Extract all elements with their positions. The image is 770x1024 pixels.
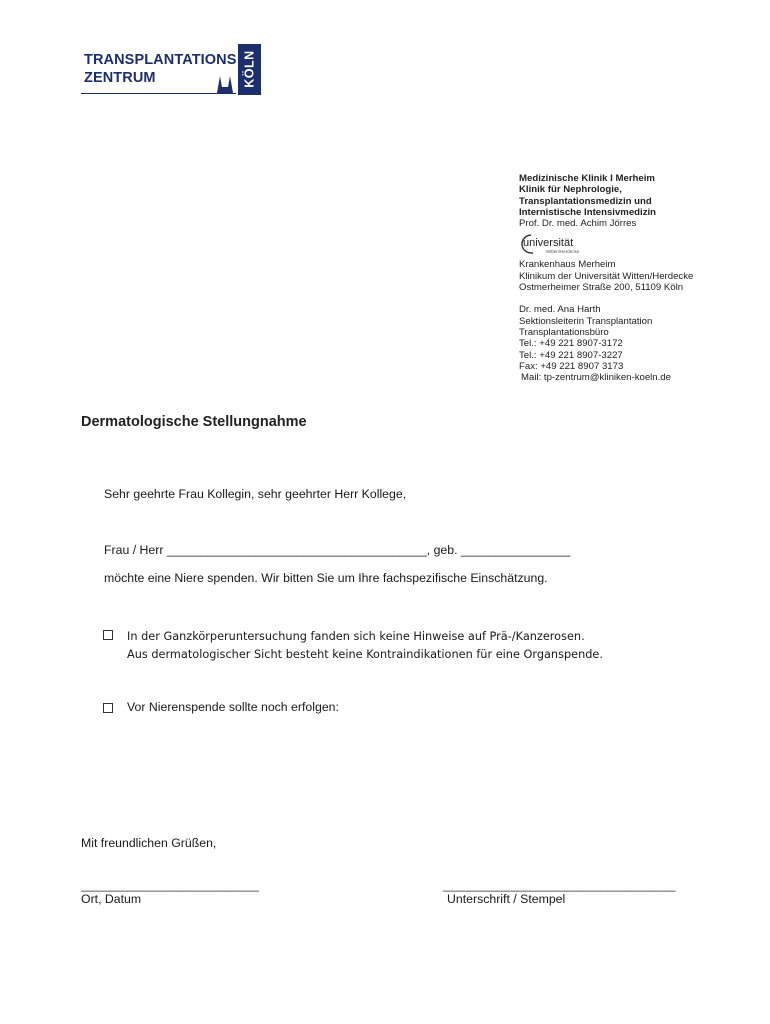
fax: Fax: +49 221 8907 3173 bbox=[519, 360, 624, 372]
department-line-4: Internistische Intensivmedizin bbox=[519, 206, 657, 218]
department-line-1: Medizinische Klinik I Merheim bbox=[519, 173, 655, 184]
hospital-name: Krankenhaus Merheim bbox=[519, 259, 616, 271]
signature-label: Unterschrift / Stempel bbox=[447, 892, 566, 906]
salutation: Sehr geehrte Frau Kollegin, sehr geehrter Herr Kollege, bbox=[104, 487, 407, 501]
department-line-3: Transplantationsmedizin und bbox=[519, 195, 652, 207]
hospital-address: Ostmerheimer Straße 200, 51109 Köln bbox=[519, 282, 684, 294]
cathedral-icon bbox=[215, 74, 235, 93]
signature-line[interactable]: __________________________________ bbox=[443, 878, 676, 892]
university-logo bbox=[519, 232, 759, 256]
further-exam-checkbox[interactable] bbox=[103, 703, 113, 713]
logo-text-area bbox=[81, 44, 236, 94]
place-date-label: Ort, Datum bbox=[81, 892, 142, 906]
university-logo-icon bbox=[519, 233, 583, 255]
university-logo-text: universität bbox=[523, 237, 574, 250]
document-title: Dermatologische Stellungnahme bbox=[81, 414, 307, 430]
university-logo-subtext: Witten/Herdecke bbox=[546, 249, 580, 255]
logo-line-1: TRANSPLANTATIONS bbox=[84, 52, 237, 68]
phone-1: Tel.: +49 221 8907-3172 bbox=[519, 338, 623, 350]
hospital-affiliation: Klinikum der Universität Witten/Herdecke bbox=[519, 270, 694, 282]
no-contraindication-option bbox=[127, 628, 603, 664]
department-head: Prof. Dr. med. Achim Jörres bbox=[519, 218, 637, 230]
no-contraindication-checkbox[interactable] bbox=[103, 630, 113, 640]
logo-city-text: KÖLN bbox=[242, 50, 257, 88]
department-line-2: Klinik für Nephrologie, bbox=[519, 184, 622, 196]
option-1-line-1: In der Ganzkörperuntersuchung fanden sich keine Hinweise auf Prä-/Kanzerosen. bbox=[127, 630, 585, 643]
request-text: möchte eine Niere spenden. Wir bitten Sie um Ihre fachspezifische Einschätzung. bbox=[104, 571, 548, 585]
donor-name-field[interactable]: Frau / Herr ______________________________________, geb. ________________ bbox=[104, 543, 571, 557]
contact-office: Transplantationsbüro bbox=[519, 326, 609, 338]
letterhead-address bbox=[519, 173, 759, 383]
option-1-line-2: Aus dermatologischer Sicht besteht keine Kontraindikationen für eine Organspende. bbox=[127, 648, 603, 661]
logo-line-2: ZENTRUM bbox=[84, 70, 156, 86]
email: Mail: tp-zentrum@kliniken-koeln.de bbox=[521, 372, 671, 384]
contact-name: Dr. med. Ana Harth bbox=[519, 304, 601, 316]
contact-role: Sektionsleiterin Transplantation bbox=[519, 315, 653, 327]
further-exam-option: Vor Nierenspende sollte noch erfolgen: bbox=[127, 700, 339, 714]
transplant-center-logo bbox=[81, 44, 261, 95]
phone-2: Tel.: +49 221 8907-3227 bbox=[519, 349, 623, 361]
closing: Mit freundlichen Grüßen, bbox=[81, 836, 217, 850]
place-date-line[interactable]: __________________________ bbox=[81, 878, 259, 892]
logo-city-box bbox=[238, 44, 261, 95]
